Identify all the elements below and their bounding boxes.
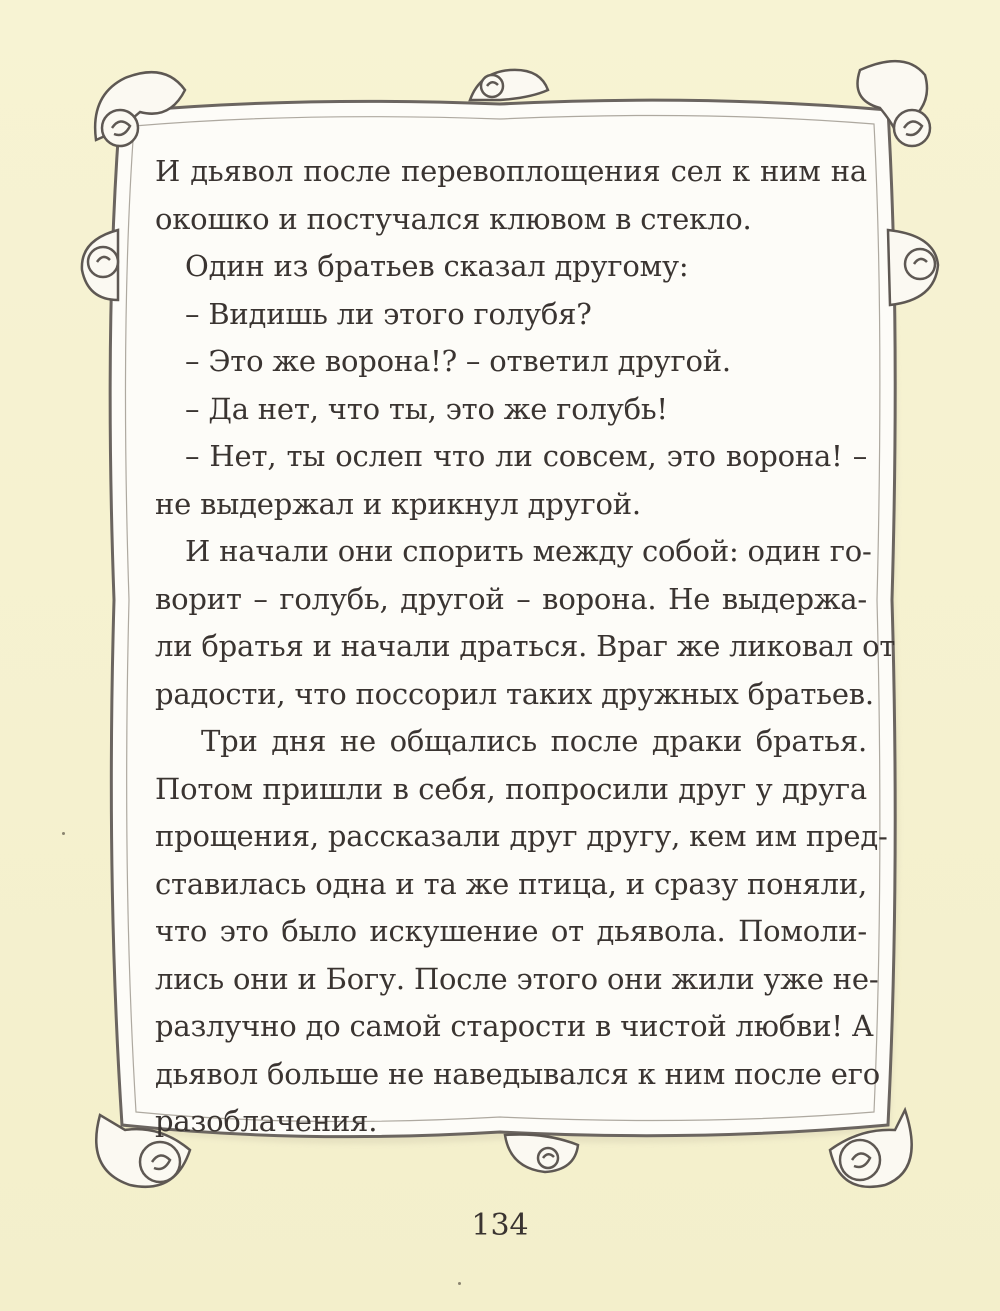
story-text: [155, 148, 896, 1148]
text-line: ворит – голубь, другой – ворона. Не выдержа-: [155, 581, 867, 616]
curl-left-middle: [82, 230, 118, 300]
text-line: ли братья и начали драться. Враг же ликовал от: [155, 629, 896, 663]
text-line: разлучно до самой старости в чистой любви! А: [155, 1009, 874, 1043]
text-line: лись они и Богу. После этого они жили уже не-: [155, 961, 879, 996]
text-line: не выдержал и крикнул другой.: [155, 486, 641, 521]
text-line: И начали они спорить между собой: один го-: [185, 534, 872, 568]
page-number: 134: [471, 1208, 529, 1243]
paper-speck: [62, 832, 65, 835]
text-line: Три дня не общались после драки братья.: [201, 724, 867, 758]
text-line: прощения, рассказали друг другу, кем им пред-: [155, 819, 888, 853]
paper-speck: [458, 1282, 461, 1285]
text-line: дьявол больше не наведывался к ним после его: [155, 1056, 881, 1091]
curl-top-center: [470, 70, 548, 100]
text-line: разоблачения.: [155, 1104, 378, 1138]
text-line: ставилась одна и та же птица, и сразу поняли,: [155, 866, 867, 901]
text-line: радости, что поссорил таких дружных братьев.: [155, 676, 874, 711]
text-line: – Видишь ли этого голубя?: [185, 296, 592, 331]
text-line: окошко и постучался клювом в стекло.: [155, 201, 752, 236]
text-line: И дьявол после перевоплощения сел к ним на: [155, 154, 867, 188]
text-line: что это было искушение от дьявола. Помоли-: [155, 914, 867, 948]
text-line: – Да нет, что ты, это же голубь!: [185, 391, 668, 426]
text-line: – Это же ворона!? – ответил другой.: [185, 344, 731, 378]
text-line: Потом пришли в себя, попросили друг у друга: [155, 771, 867, 806]
text-line: Один из братьев сказал другому:: [185, 249, 689, 283]
curl-right-middle: [888, 230, 938, 305]
text-line: – Нет, ты ослеп что ли совсем, это ворона! –: [185, 439, 867, 473]
